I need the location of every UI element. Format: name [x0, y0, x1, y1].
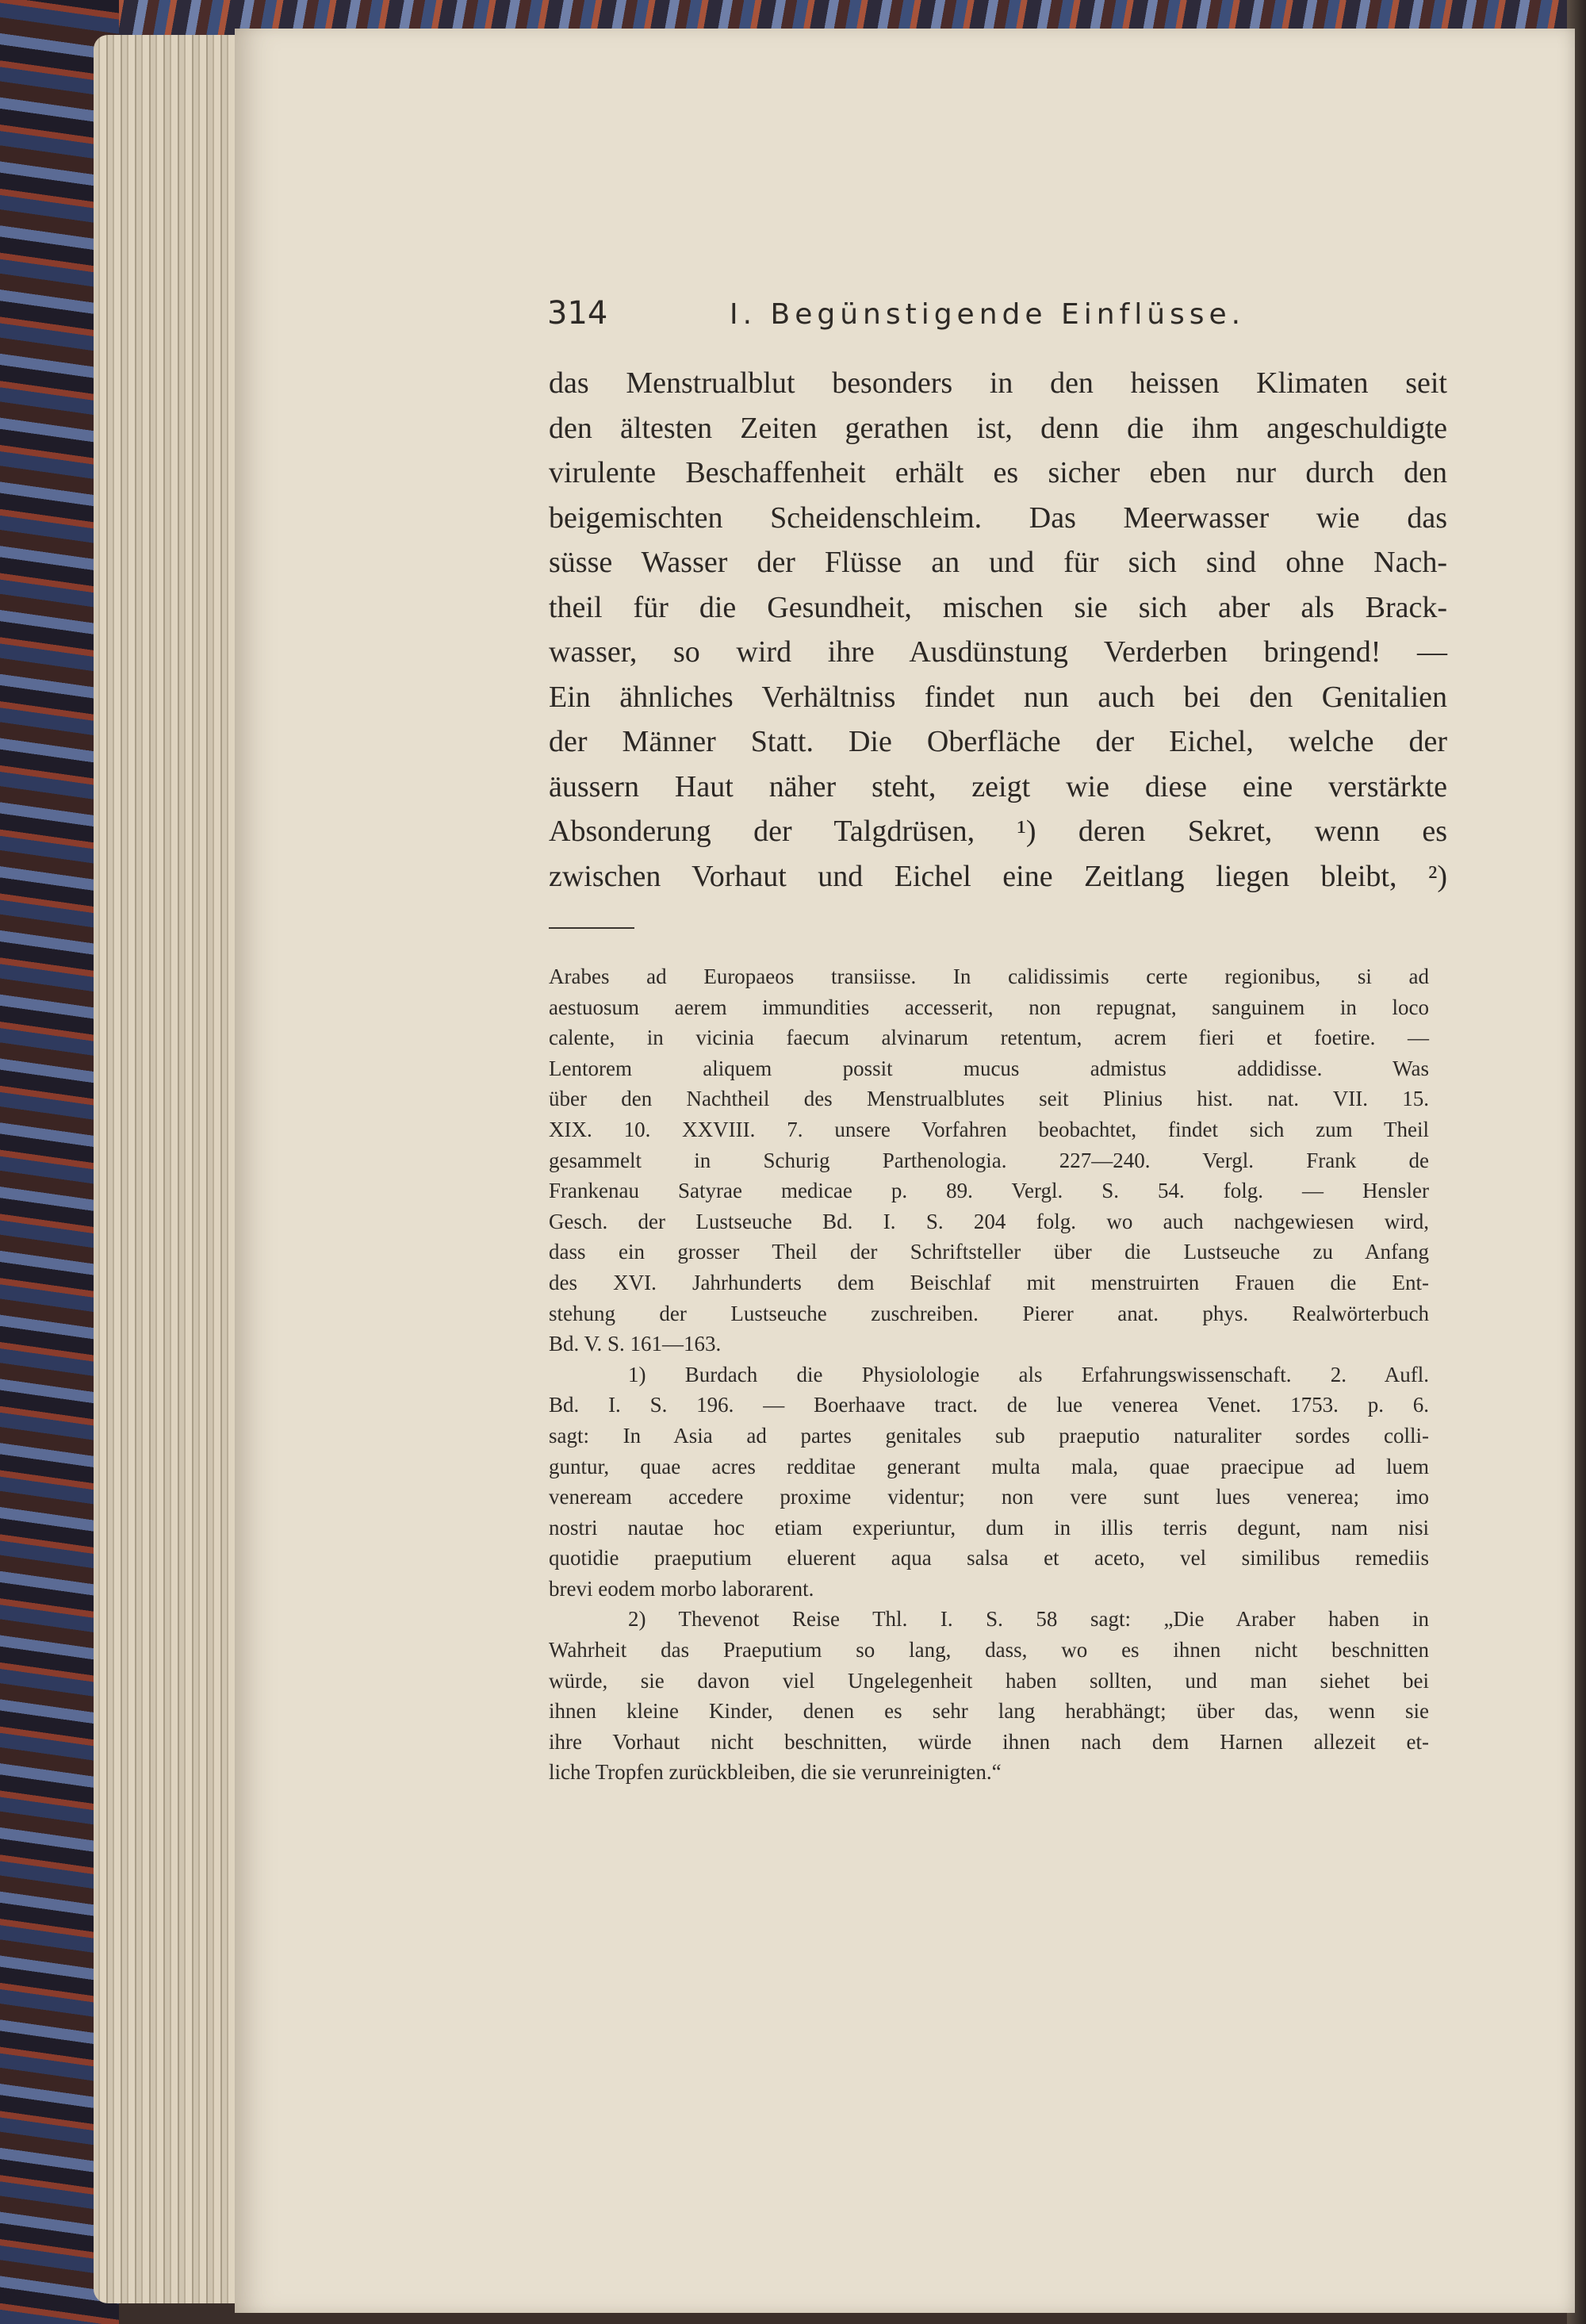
text-line: äussern Haut näher steht, zeigt wie diese eine verstärkte — [549, 769, 1447, 803]
footnote-line: dass ein grosser Theil der Schriftsteller über die Lustseuche zu Anfang — [549, 1240, 1429, 1264]
text-line: der Männer Statt. Die Oberfläche der Eichel, welche der — [549, 725, 1447, 758]
text-line: wasser, so wird ihre Ausdünstung Verderben bringend! — — [549, 635, 1447, 669]
main-text — [549, 361, 1447, 899]
footnote-line: 1) Burdach die Physiolologie als Erfahrungswissenschaft. 2. Aufl. — [628, 1362, 1429, 1386]
footnote-line: gesammelt in Schurig Parthenologia. 227—240. Vergl. Frank de — [549, 1148, 1429, 1172]
text-line: das Menstrualblut besonders in den heissen Klimaten seit — [549, 366, 1447, 400]
text-line: Ein ähnliches Verhältniss findet nun auch bei den Genitalien — [549, 680, 1447, 714]
footnote-line: stehung der Lustseuche zuschreiben. Pierer anat. phys. Realwörterbuch — [549, 1301, 1429, 1325]
footnote-line: guntur, quae acres redditae generant multa mala, quae praecipue ad luem — [549, 1454, 1429, 1478]
text-line: den ältesten Zeiten gerathen ist, denn die ihm angeschuldigte — [549, 411, 1447, 445]
text-line: zwischen Vorhaut und Eichel eine Zeitlang liegen bleibt, ²) — [549, 859, 1447, 893]
footnote-continuation — [549, 961, 1429, 1360]
footnote-line: 2) Thevenot Reise Thl. I. S. 58 sagt: „Die Araber haben in — [628, 1607, 1429, 1632]
footnote-separator — [549, 927, 634, 929]
footnote-line: über den Nachtheil des Menstrualblutes seit Plinius hist. nat. VII. 15. — [549, 1087, 1429, 1111]
footnote-line: brevi eodem morbo laborarent. — [549, 1576, 814, 1601]
footnotes — [549, 961, 1429, 1788]
footnote-line: Wahrheit das Praeputium so lang, dass, wo es ihnen nicht beschnitten — [549, 1638, 1429, 1662]
footnote-line: sagt: In Asia ad partes genitales sub praeputio naturaliter sordes colli- — [549, 1423, 1429, 1448]
footnote-line: ihre Vorhaut nicht beschnitten, würde ihnen nach dem Harnen allezeit et- — [549, 1729, 1429, 1754]
footnote-1 — [549, 1360, 1429, 1605]
footnote-line: Bd. V. S. 161—163. — [549, 1332, 722, 1356]
footnote-line: Lentorem aliquem possit mucus admistus addidisse. Was — [549, 1056, 1429, 1080]
footnote-line: würde, sie davon viel Ungelegenheit haben sollten, und man siehet bei — [549, 1668, 1429, 1693]
footnote-line: ihnen kleine Kinder, denen es sehr lang herabhängt; über das, wenn sie — [549, 1699, 1429, 1724]
text-line: süsse Wasser der Flüsse an und für sich sind ohne Nach- — [549, 546, 1447, 579]
footnote-line: Frankenau Satyrae medicae p. 89. Vergl. S. 54. folg. — Hensler — [549, 1179, 1429, 1203]
footnote-line: veneream accedere proxime videntur; non vere sunt lues venerea; imo — [549, 1485, 1429, 1509]
footnote-line: des XVI. Jahrhunderts dem Beischlaf mit menstruirten Frauen die Ent- — [549, 1270, 1429, 1294]
footnote-line: nostri nautae hoc etiam experiuntur, dum in illis terris degunt, nam nisi — [549, 1515, 1429, 1540]
footnote-line: Arabes ad Europaeos transiisse. In calidissimis certe regionibus, si ad — [549, 964, 1429, 988]
footnote-line: aestuosum aerem immundities accesserit, non repugnat, sanguinem in loco — [549, 995, 1429, 1019]
footnote-line: Gesch. der Lustseuche Bd. I. S. 204 folg. wo auch nachgewiesen wird, — [549, 1209, 1429, 1233]
footnote-line: quotidie praeputium eluerent aqua salsa et aceto, vel similibus remediis — [549, 1546, 1429, 1570]
text-line: Absonderung der Talgdrüsen, ¹) deren Sekret, wenn es — [549, 815, 1447, 848]
page-header — [547, 295, 1499, 332]
footnote-line: XIX. 10. XXVIII. 7. unsere Vorfahren beobachtet, findet sich zum Theil — [549, 1117, 1429, 1141]
footnote-2 — [549, 1604, 1429, 1788]
text-line: theil für die Gesundheit, mischen sie sich aber als Brack- — [549, 590, 1447, 624]
text-line: virulente Beschaffenheit erhält es sicher eben nur durch den — [549, 456, 1447, 489]
running-title: I. Begünstigende Einflüsse. — [730, 298, 1246, 331]
footnote-line: liche Tropfen zurückbleiben, die sie verunreinigten.“ — [549, 1760, 1002, 1785]
text-line: beigemischten Scheidenschleim. Das Meerwasser wie das — [549, 500, 1447, 535]
footnote-line: calente, in vicinia faecum alvinarum retentum, acrem fieri et foetire. — — [549, 1026, 1429, 1050]
footnote-line: Bd. I. S. 196. — Boerhaave tract. de lue venerea Venet. 1753. p. 6. — [549, 1393, 1429, 1417]
page-number: 314 — [547, 295, 608, 332]
